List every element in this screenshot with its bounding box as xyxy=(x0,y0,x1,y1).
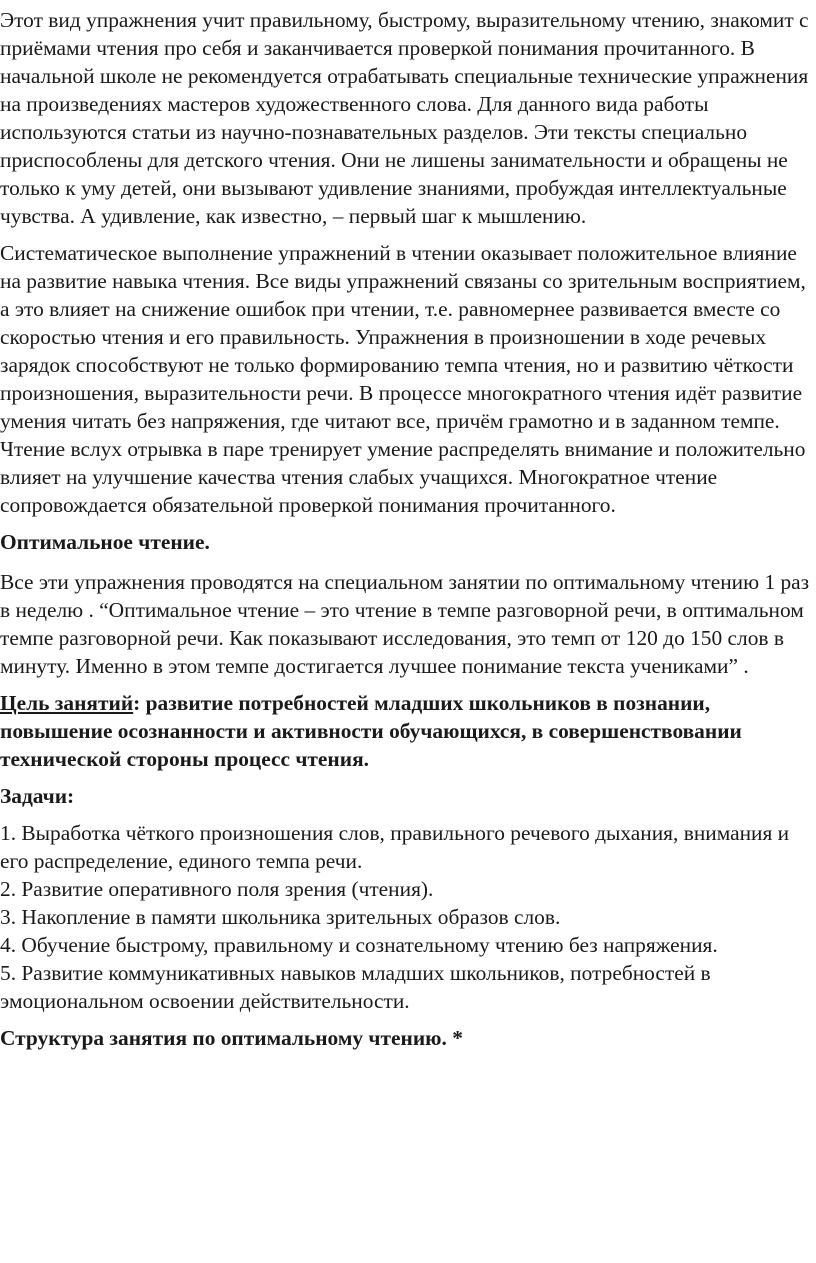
tasks-heading: Задачи: xyxy=(0,784,75,808)
task-item-4: 4. Обучение быстрому, правильному и сознательному чтению без напряжения. xyxy=(0,933,718,957)
goal-text: : развитие потребностей младших школьников в познании, повышение осознанности и активности обучающихся, в совершенствовании технической стороны процесс чтения. xyxy=(0,691,742,771)
task-item-5: 5. Развитие коммуникативных навыков младших школьников, потребностей в эмоциональном освоении действительности. xyxy=(0,961,711,1013)
task-item-2: 2. Развитие оперативного поля зрения (чтения). xyxy=(0,877,434,901)
goal-label: Цель занятий xyxy=(0,691,134,715)
paragraph-systematic-exercises: Систематическое выполнение упражнений в чтении оказывает положительное влияние на развитие навыка чтения. Все виды упражнений связаны со зрительным восприятием, а это влияет на снижение ошибок при чтении, т.е. равномернее развивается вместе со скоростью чтения и его правильность. Упражнения в произношении в ходе речевых зарядок способствуют не только формированию темпа чтения, но и развитию чёткости произношения, выразительности речи. В процессе многократного чтения идёт развитие умения читать без напряжения, где читают все, причём грамотно и в заданном темпе. Чтение вслух отрывка в паре тренирует умение распределять внимание и положительно влияет на улучшение качества чтения слабых учащихся. Многократное чтение сопровождается обязательной проверкой понимания прочитанного. xyxy=(0,241,806,517)
tasks-list xyxy=(0,819,812,1015)
paragraph-reading-exercise: Этот вид упражнения учит правильному, быстрому, выразительному чтению, знакомит с приёмами чтения про себя и заканчивается проверкой понимания прочитанного. В начальной школе не рекомендуется отрабатывать специальные технические упражнения на произведениях мастеров художественного слова. Для данного вида работы используются статьи из научно-познавательных разделов. Эти тексты специально приспособлены для детского чтения. Они не лишены занимательности и обращены не только к уму детей, они вызывают удивление знаниями, пробуждая интеллектуальные чувства. А удивление, как известно, – первый шаг к мышлению. xyxy=(0,8,809,228)
task-item-3: 3. Накопление в памяти школьника зрительных образов слов. xyxy=(0,905,561,929)
goal-statement xyxy=(0,689,812,773)
heading-optimal-reading: Оптимальное чтение. xyxy=(0,530,210,554)
task-item-1: 1. Выработка чёткого произношения слов, правильного речевого дыхания, внимания и его распределение, единого темпа речи. xyxy=(0,821,790,873)
heading-lesson-structure: Структура занятия по оптимальному чтению. * xyxy=(0,1026,463,1050)
paragraph-optimal-reading: Все эти упражнения проводятся на специальном занятии по оптимальному чтению 1 раз в неделю . “Оптимальное чтение – это чтение в темпе разговорной речи, в оптимальном темпе разговорной речи. Как показывают исследования, это темп от 120 до 150 слов в минуту. Именно в этом темпе достигается лучшее понимание текста учениками” . xyxy=(0,570,810,678)
